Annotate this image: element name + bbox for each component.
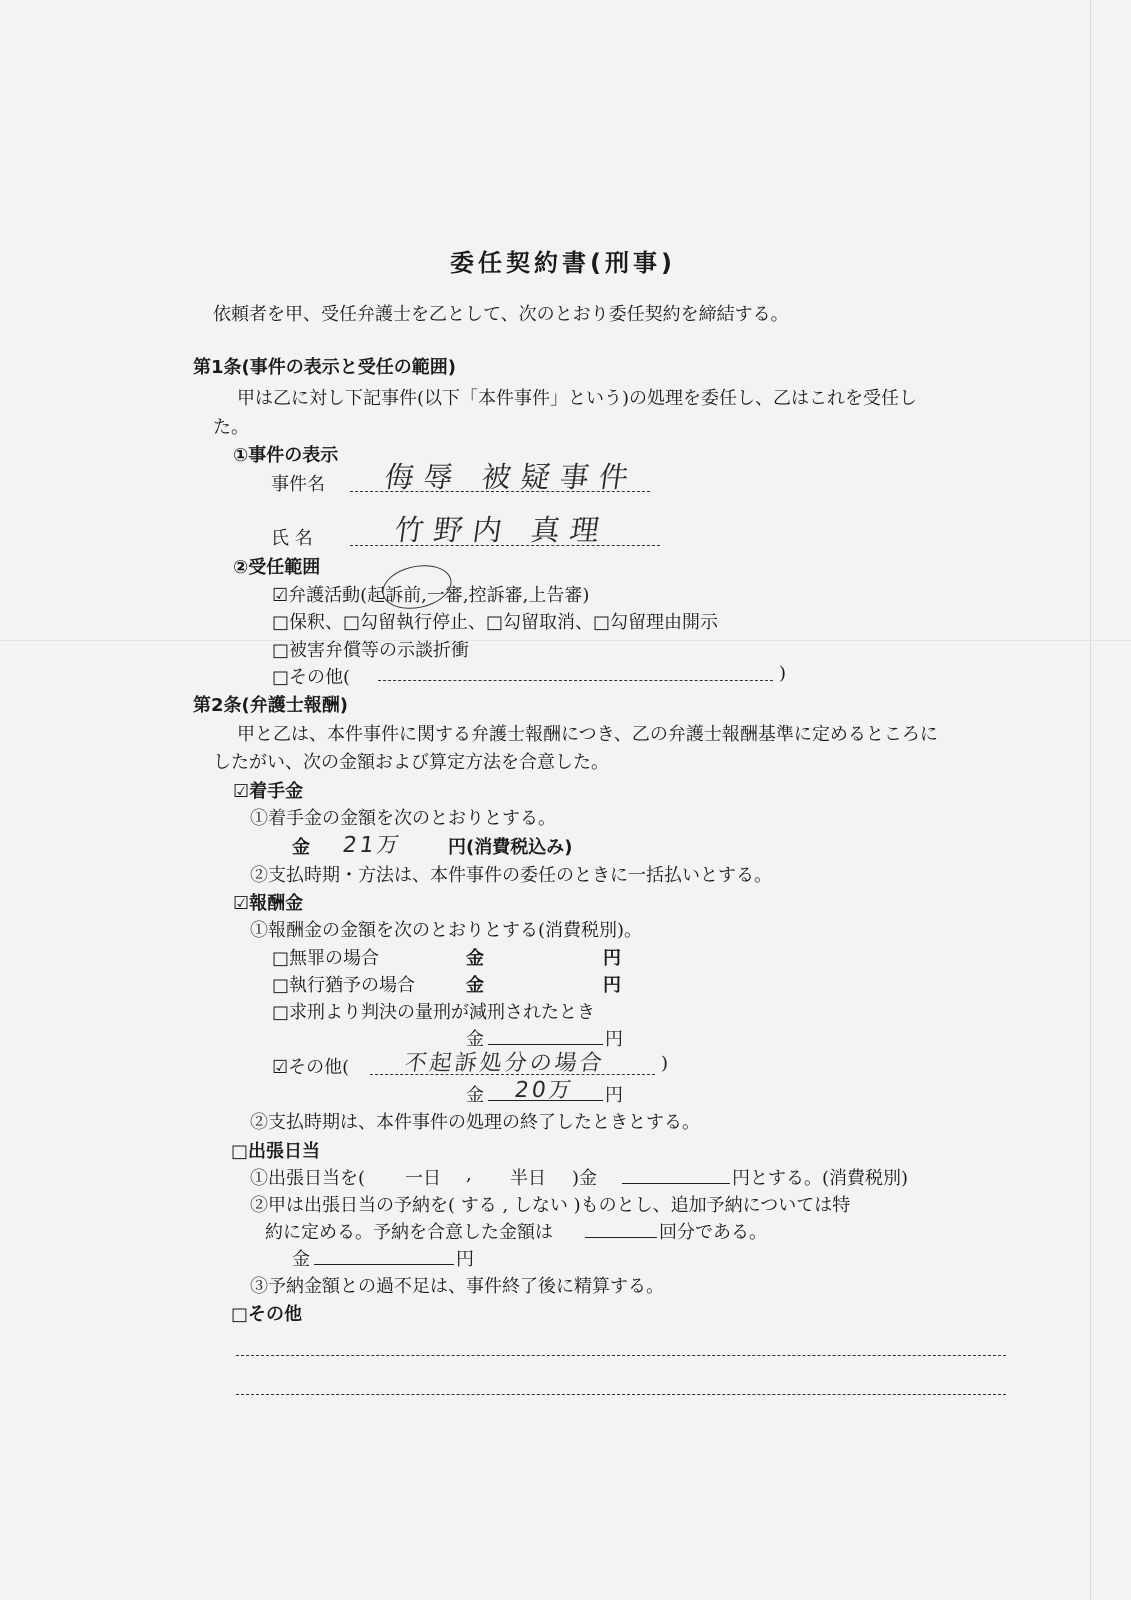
scope-other-close: ) [779,663,787,684]
paper-fold-horizontal [0,640,1131,641]
reward-item1: ①報酬金の金額を次のとおりとする(消費税別)。 [250,920,643,941]
reward-reduced-line [488,1044,603,1045]
retainer-item2: ②支払時期・方法は、本件事件の委任のときに一括払いとする。 [250,865,772,886]
reward-other-amount-handwritten: 20万 [512,1078,576,1103]
case-display-heading: ①事件の表示 [233,445,339,466]
person-name-label: 氏 名 [271,528,313,549]
scope-other-dashline [378,680,773,681]
retainer-item1: ①着手金の金額を次のとおりとする。 [250,808,556,829]
trip-line4-yen: 円 [456,1249,474,1270]
scope-settlement: □被害弁償等の示談折衝 [272,640,470,661]
reward-other: ☑その他( [272,1057,350,1078]
reward-other-dashline [370,1074,655,1075]
retainer-heading: ☑着手金 [233,781,304,802]
reward-item2: ②支払時期は、本件事件の処理の終了したときとする。 [250,1112,700,1133]
article2-text-line1: 甲と乙は、本件事件に関する弁護士報酬につき、乙の弁護士報酬基準に定めるところに [237,724,938,745]
paper-fold-vertical [1090,0,1091,1600]
reward-reduced-yen: 円 [605,1029,623,1050]
retainer-amount-handwritten: 21万 [340,833,404,858]
trip-line1-a: ①出張日当を( [250,1168,366,1189]
reward-reduced-kin: 金 [466,1029,484,1050]
reward-suspended-yen: 円 [603,975,621,996]
article1-heading: 第1条(事件の表示と受任の範囲) [193,357,456,378]
other-dashline-1 [236,1355,1006,1356]
intro-text: 依頼者を甲、受任弁護士を乙として、次のとおり委任契約を締結する。 [213,304,789,325]
article2-heading: 第2条(弁護士報酬) [193,695,348,716]
trip-line3-b: 回分である。 [659,1222,767,1243]
case-name-label: 事件名 [271,474,325,495]
article1-text-line2: た。 [213,417,249,438]
trip-line4-line [314,1264,454,1265]
reward-acquittal-yen: 円 [603,948,621,969]
trip-line1-halfday: 半日 [510,1168,546,1189]
scope-other: □その他( [272,667,351,688]
reward-reduced-sentence: □求刑より判決の量刑が減刑されたとき [272,1002,596,1023]
trip-line1-comma: , [466,1164,472,1185]
trip-line1-amount-line [622,1183,730,1184]
reward-other-yen: 円 [605,1085,623,1106]
article2-text-line2: したがい、次の金額および算定方法を合意した。 [213,752,609,773]
trip-line1-kin: )金 [572,1168,598,1189]
scope-defense-activities: ☑弁護活動(起訴前,一審,控訴審,上告審) [272,585,590,606]
retainer-yen: 円(消費税込み) [448,837,573,858]
trip-line1-oneday: 一日 [405,1168,441,1189]
trip-line4-kin: 金 [292,1249,310,1270]
case-name-dashline [350,491,650,492]
reward-heading: ☑報酬金 [233,893,304,914]
scope-bail: □保釈、□勾留執行停止、□勾留取消、□勾留理由開示 [272,612,719,633]
trip-line3-count-line [585,1237,657,1238]
article1-text-line1: 甲は乙に対し下記事件(以下「本件事件」という)の処理を委任し、乙はこれを受任し [237,388,918,409]
trip-line3-a: 約に定める。予納を合意した金額は [265,1222,553,1243]
reward-suspended: □執行猶予の場合 [272,975,416,996]
other-heading: □その他 [231,1304,303,1325]
other-dashline-2 [236,1394,1006,1395]
reward-other-close: ) [661,1053,669,1074]
reward-other-amount-line [488,1100,603,1101]
document-title: 委任契約書(刑事) [450,249,676,277]
reward-acquittal-kin: 金 [466,948,484,969]
case-name-handwritten: 侮辱 被疑事件 [382,460,641,494]
retainer-kin: 金 [292,837,310,858]
trip-line5: ③予納金額との過不足は、事件終了後に精算する。 [250,1276,664,1297]
person-name-dashline [350,545,660,546]
trip-line1-end: 円とする。(消費税別) [732,1168,909,1189]
trip-heading: □出張日当 [231,1141,321,1162]
trip-line2: ②甲は出張日当の予納を( する , しない )ものとし、追加予納については特 [250,1195,851,1216]
person-name-handwritten: 竹野内 真理 [392,513,612,547]
reward-acquittal: □無罪の場合 [272,948,380,969]
scope-heading: ②受任範囲 [233,557,321,578]
reward-other-kin: 金 [466,1085,484,1106]
reward-suspended-kin: 金 [466,975,484,996]
reward-other-handwritten: 不起訴処分の場合 [402,1051,607,1076]
